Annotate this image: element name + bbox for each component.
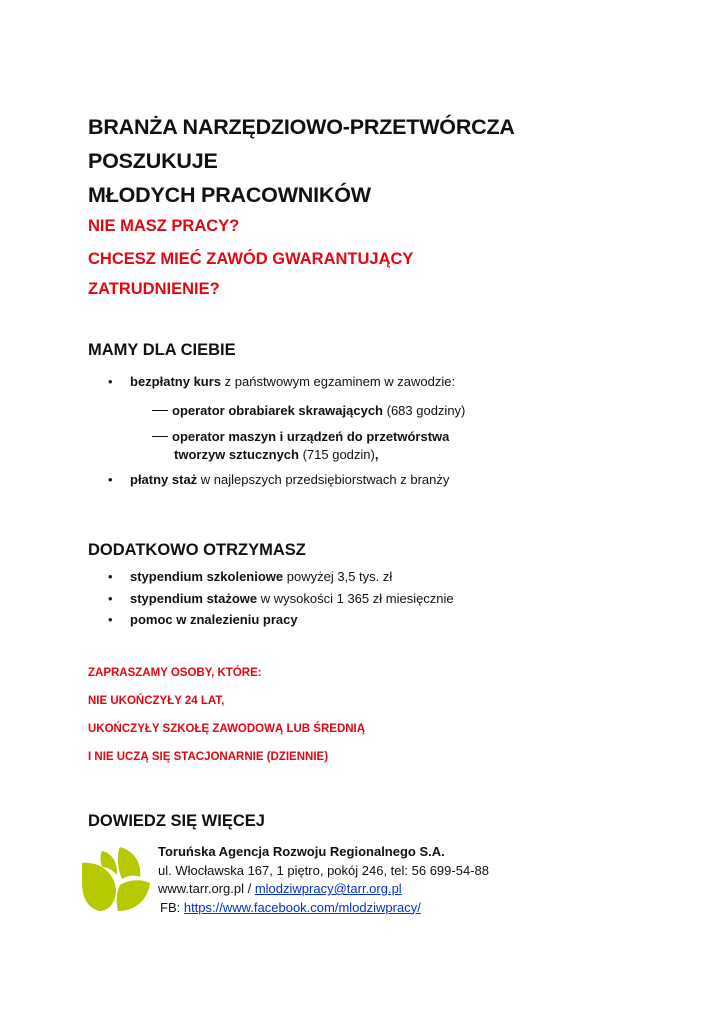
extra-item-1-bold: stypendium szkoleniowe	[130, 569, 284, 584]
invite-line-1: ZAPRASZAMY OSOBY, KTÓRE:	[88, 667, 262, 679]
bullet-icon: •	[108, 472, 113, 487]
offer-list-item-free-course	[108, 373, 455, 391]
extra-list-item-job-help	[108, 611, 298, 629]
facebook-link[interactable]: https://www.facebook.com/mlodziwpracy/	[183, 899, 421, 915]
offer-subitem-1-bold: operator obrabiarek skrawających	[172, 403, 383, 418]
question-profession-line-1: CHCESZ MIEĆ ZAWÓD GWARANTUJĄCY	[88, 250, 414, 268]
extra-list-item-internship-stipend	[108, 590, 454, 608]
question-profession	[88, 244, 413, 304]
more-info-heading: DOWIEDZ SIĘ WIĘCEJ	[88, 812, 265, 830]
offer-subitem-2-bold-line-1: operator maszyn i urządzeń do przetwórstwa	[172, 429, 450, 444]
offer-subitem-2-bold-line-2: tworzyw sztucznych	[174, 447, 299, 462]
invite-line-3: UKOŃCZYŁY SZKOŁĘ ZAWODOWĄ LUB ŚREDNIĄ	[88, 723, 366, 735]
contact-separator: /	[243, 881, 255, 896]
offer-subitem-operator-1	[152, 402, 465, 420]
invite-line-2: NIE UKOŃCZYŁY 24 LAT,	[88, 695, 225, 707]
offer-item-1-bold: bezpłatny kurs	[130, 374, 222, 389]
extra-item-3-bold: pomoc w znalezieniu pracy	[130, 612, 298, 627]
offer-list-item-paid-internship	[108, 471, 449, 489]
extra-item-2-text: w wysokości 1 365 zł miesięcznie	[257, 591, 454, 606]
extra-item-1-text: powyżej 3,5 tys. zł	[283, 569, 393, 584]
question-profession-line-2: ZATRUDNIENIE?	[88, 280, 220, 298]
email-link[interactable]: mlodziwpracy@tarr.org.pl	[254, 881, 402, 896]
org-name: Toruńska Agencja Rozwoju Regionalnego S.A.	[158, 844, 445, 859]
invite-line-4: I NIE UCZĄ SIĘ STACJONARNIE (DZIENNIE)	[88, 751, 329, 763]
title-line-2: MŁODYCH PRACOWNIKÓW	[88, 183, 371, 207]
offer-subitem-1-text: (683 godziny)	[383, 403, 466, 418]
offer-heading: MAMY DLA CIEBIE	[88, 341, 236, 359]
contact-block	[158, 843, 489, 917]
bullet-icon: •	[108, 591, 113, 606]
extra-item-2-bold: stypendium stażowe	[130, 591, 258, 606]
offer-subitem-2-text: (715 godzin)	[298, 447, 375, 462]
extra-list-item-training-stipend	[108, 568, 392, 586]
dash-icon	[152, 436, 168, 437]
bullet-icon: •	[108, 569, 113, 584]
page-title	[88, 110, 648, 212]
address: ul. Włocławska 167, 1 piętro, pokój 246, tel: 56 699-54-88	[158, 862, 489, 878]
question-no-job: NIE MASZ PRACY?	[88, 217, 240, 235]
offer-item-2-bold: płatny staż	[130, 472, 198, 487]
bullet-icon: •	[108, 612, 113, 627]
bullet-icon: •	[108, 374, 113, 389]
dash-icon	[152, 410, 168, 411]
extra-heading: DODATKOWO OTRZYMASZ	[88, 541, 306, 559]
offer-item-2-text: w najlepszych przedsiębiorstwach z branży	[197, 472, 450, 487]
offer-item-1-text: z państwowym egzaminem w zawodzie:	[221, 374, 456, 389]
fb-label: FB:	[160, 899, 184, 915]
title-line-1: BRANŻA NARZĘDZIOWO-PRZETWÓRCZA POSZUKUJE	[88, 115, 514, 173]
offer-subitem-2-end: ,	[374, 447, 379, 462]
leaf-logo-icon	[80, 845, 152, 915]
offer-subitem-operator-2	[152, 428, 449, 464]
website: www.tarr.org.pl	[158, 881, 244, 896]
